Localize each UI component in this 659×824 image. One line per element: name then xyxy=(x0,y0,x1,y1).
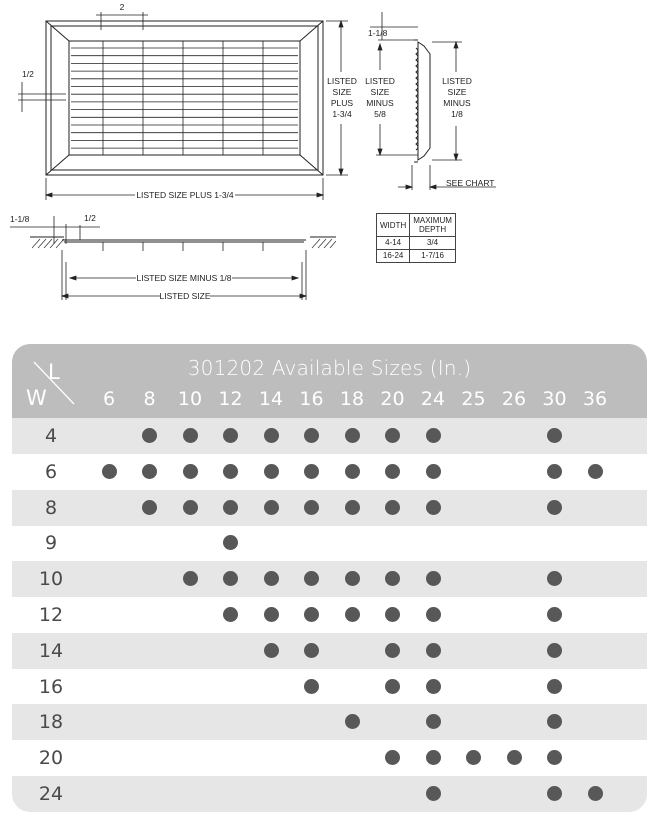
right-dim-line-1: LISTED xyxy=(327,76,357,86)
availability-dot-6x8 xyxy=(142,464,157,479)
size-row-w6 xyxy=(12,454,647,490)
side-left-dim-line-2: SIZE xyxy=(370,87,390,97)
availability-dot-24x24 xyxy=(426,786,441,801)
length-header-36: 36 xyxy=(582,388,608,410)
side-right-dim-line-1: LISTED xyxy=(442,76,472,86)
section-left-dim-label: 1-1/8 xyxy=(10,214,30,224)
length-header-20: 20 xyxy=(380,388,405,410)
availability-dot-16x16 xyxy=(304,679,319,694)
size-row-w9 xyxy=(12,525,647,561)
availability-dot-20x25 xyxy=(466,750,481,765)
availability-dot-8x12 xyxy=(223,500,238,515)
availability-dot-14x24 xyxy=(426,643,441,658)
width-label: 10 xyxy=(38,568,64,591)
availability-dot-4x10 xyxy=(183,428,198,443)
availability-dot-14x14 xyxy=(264,643,279,658)
size-row-w14 xyxy=(12,633,647,669)
length-axis-label: L xyxy=(48,360,60,384)
availability-dot-6x6 xyxy=(102,464,117,479)
availability-dot-20x20 xyxy=(385,750,400,765)
bottom-dim-label: LISTED SIZE PLUS 1-3/4 xyxy=(136,190,234,200)
availability-dot-10x14 xyxy=(264,571,279,586)
depth-table-header-width: WIDTH xyxy=(377,214,410,237)
availability-dot-10x10 xyxy=(183,571,198,586)
availability-dot-20x26 xyxy=(507,750,522,765)
right-dim-line-3: PLUS xyxy=(330,98,354,108)
depth-table-header-row xyxy=(377,214,456,237)
chart-header xyxy=(12,344,647,418)
availability-dot-12x18 xyxy=(345,607,360,622)
availability-dot-4x12 xyxy=(223,428,238,443)
availability-dot-6x24 xyxy=(426,464,441,479)
depth-table-cell: 16-24 xyxy=(377,250,410,263)
availability-dot-4x16 xyxy=(304,428,319,443)
width-label: 8 xyxy=(44,496,58,519)
length-header-25: 25 xyxy=(461,388,486,410)
availability-dot-16x20 xyxy=(385,679,400,694)
availability-dot-8x30 xyxy=(547,500,562,515)
depth-table-header-depth: MAXIMUM DEPTH xyxy=(410,214,456,237)
availability-dot-4x8 xyxy=(142,428,157,443)
availability-dot-9x12 xyxy=(223,535,238,550)
availability-dot-24x30 xyxy=(547,786,562,801)
depth-table-row xyxy=(377,250,456,263)
width-label: 20 xyxy=(38,747,64,770)
top-width-dim-label: 2 xyxy=(119,2,125,12)
side-right-dim-line-3: MINUS xyxy=(443,98,471,108)
size-row-w8 xyxy=(12,490,647,526)
grille-side-profile xyxy=(418,42,430,160)
availability-dot-12x20 xyxy=(385,607,400,622)
availability-dot-24x36 xyxy=(588,786,603,801)
size-row-w18 xyxy=(12,704,647,740)
grille-louvers xyxy=(71,41,298,155)
side-left-dim-line-3: MINUS xyxy=(366,98,394,108)
depth-table-cell: 3/4 xyxy=(410,237,456,250)
width-label: 16 xyxy=(38,675,64,698)
section-listed-dim-label: LISTED SIZE xyxy=(159,291,211,301)
width-label: 14 xyxy=(38,639,64,662)
size-row-w4 xyxy=(12,418,647,454)
chart-title: 301202 Available Sizes (In.) xyxy=(187,356,472,380)
length-header-10: 10 xyxy=(177,388,203,410)
availability-dot-8x8 xyxy=(142,500,157,515)
side-left-dim-line-4: 5/8 xyxy=(374,109,386,119)
availability-dot-6x12 xyxy=(223,464,238,479)
availability-dot-4x14 xyxy=(264,428,279,443)
availability-dot-12x12 xyxy=(223,607,238,622)
availability-dot-10x18 xyxy=(345,571,360,586)
side-left-dim-line-1: LISTED xyxy=(365,76,395,86)
width-label: 12 xyxy=(38,604,64,626)
availability-dot-6x36 xyxy=(588,464,603,479)
availability-dot-14x16 xyxy=(304,643,319,658)
availability-dot-8x20 xyxy=(385,500,400,515)
side-top-dim-label: 1-1/8 xyxy=(368,28,388,38)
availability-dot-16x24 xyxy=(426,679,441,694)
grille-front-frame xyxy=(46,21,323,175)
side-right-dim-line-4: 1/8 xyxy=(451,109,463,119)
length-header-6: 6 xyxy=(102,388,116,410)
length-header-12: 12 xyxy=(218,388,243,410)
availability-dot-12x14 xyxy=(264,607,279,622)
availability-dot-10x30 xyxy=(547,571,562,586)
availability-dot-6x18 xyxy=(345,464,360,479)
availability-dot-16x30 xyxy=(547,679,562,694)
availability-dot-20x30 xyxy=(547,750,562,765)
see-chart-label: SEE CHART xyxy=(446,178,495,188)
availability-dot-18x18 xyxy=(345,714,360,729)
length-header-24: 24 xyxy=(420,388,446,410)
availability-dot-6x20 xyxy=(385,464,400,479)
section-small-dim-label: 1/2 xyxy=(84,213,96,223)
availability-dot-10x20 xyxy=(385,571,400,586)
availability-dot-4x18 xyxy=(345,428,360,443)
width-label: 9 xyxy=(44,532,58,555)
availability-dot-8x10 xyxy=(183,500,198,515)
length-header-26: 26 xyxy=(501,388,527,410)
width-label: 6 xyxy=(44,460,58,483)
size-row-w16 xyxy=(12,669,647,705)
availability-dot-10x16 xyxy=(304,571,319,586)
length-header-18: 18 xyxy=(339,388,365,410)
availability-dot-6x16 xyxy=(304,464,319,479)
availability-dot-12x16 xyxy=(304,607,319,622)
depth-table-cell: 4-14 xyxy=(377,237,410,250)
availability-dot-12x24 xyxy=(426,607,441,622)
availability-dot-6x30 xyxy=(547,464,562,479)
availability-dot-8x24 xyxy=(426,500,441,515)
length-header-30: 30 xyxy=(542,388,567,410)
availability-dot-8x16 xyxy=(304,500,319,515)
grille-dimension-drawings xyxy=(0,0,659,330)
side-right-dim-line-2: SIZE xyxy=(447,87,467,97)
left-louver-dim-label: 1/2 xyxy=(22,69,34,79)
max-depth-table xyxy=(376,213,456,263)
depth-table-cell: 1-7/16 xyxy=(410,250,456,263)
availability-dot-14x30 xyxy=(547,643,562,658)
availability-dot-12x30 xyxy=(547,607,562,622)
right-dim-line-4: 1-3/4 xyxy=(332,109,352,119)
width-label: 4 xyxy=(44,425,58,447)
size-row-w12 xyxy=(12,597,647,633)
availability-dot-6x10 xyxy=(183,464,198,479)
length-header-14: 14 xyxy=(258,388,284,410)
size-row-w24 xyxy=(12,776,647,812)
availability-dot-10x24 xyxy=(426,571,441,586)
size-row-w10 xyxy=(12,561,647,597)
availability-dot-18x30 xyxy=(547,714,562,729)
availability-dot-4x24 xyxy=(426,428,441,443)
section-minus-dim-label: LISTED SIZE MINUS 1/8 xyxy=(136,273,232,283)
width-axis-label: W xyxy=(26,386,47,410)
availability-dot-14x20 xyxy=(385,643,400,658)
width-label: 24 xyxy=(38,783,64,805)
availability-dot-4x20 xyxy=(385,428,400,443)
length-header-16: 16 xyxy=(299,388,324,410)
length-header-8: 8 xyxy=(143,388,156,410)
availability-dot-18x24 xyxy=(426,714,441,729)
availability-dot-6x14 xyxy=(264,464,279,479)
availability-dot-4x30 xyxy=(547,428,562,443)
grille-section-ribs xyxy=(103,242,263,251)
availability-dot-10x12 xyxy=(223,571,238,586)
width-label: 18 xyxy=(38,711,64,734)
size-row-w20 xyxy=(12,740,647,776)
depth-table-row xyxy=(377,237,456,250)
availability-dot-8x18 xyxy=(345,500,360,515)
available-sizes-chart xyxy=(12,344,647,812)
availability-dot-20x24 xyxy=(426,750,441,765)
availability-dot-8x14 xyxy=(264,500,279,515)
right-dim-line-2: SIZE xyxy=(332,87,352,97)
